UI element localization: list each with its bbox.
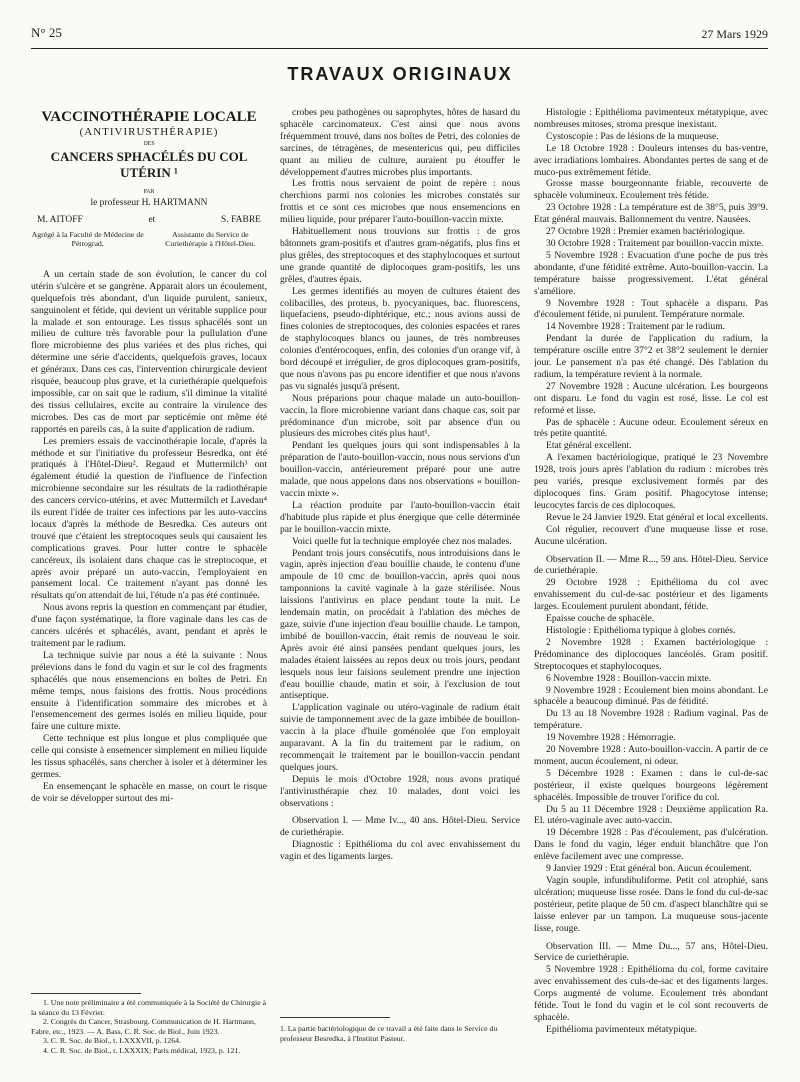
author-fabre: S. FABRE — [221, 215, 261, 225]
footnote: 4. C. R. Soc. de Biol., t. LXXXIX; Paris médical, 1923, p. 121. — [43, 1045, 241, 1055]
paragraph: Les frottis nous servaient de point de repère : nous cherchions parmi nos colonies les microbes constatés sur frottis et ce sont ces microbes que nous ensemencions en milieu liquide, pour préparer l'auto-bouillon-vaccin mixte. — [280, 178, 520, 226]
paragraph: 20 Novembre 1928 : Auto-bouillon-vaccin. A partir de ce moment, aucun écoulement, ni odeur. — [534, 744, 768, 767]
paragraph: crobes peu pathogènes ou saprophytes, hôtes de hasard du sphacèle carcinomateux. C'est ainsi que nous avons fréquemment trouvé, dans nos boîtes de Petri, des colonies de sarcines, de tétragènes, de mesentericus qui, peu difficiles quant au milieu de culture, auraient pu étouffer le développement d'autres microbes plus importants. — [280, 107, 520, 178]
paragraph: Pendant la durée de l'application du radium, la température oscille entre 37°2 et 38°2 seulement le dernier jour. Le pansement n'a pas été changé. Dès l'ablation du radium, la température revient à la normale. — [534, 333, 768, 380]
paragraph: Observation III. — Mme Du..., 57 ans, Hôtel-Dieu. Service de curiethérapie. — [534, 940, 768, 964]
article-title-line2: CANCERS SPHACÉLÉS DU COL UTÉRIN ¹ — [50, 149, 248, 180]
paragraph: Diagnostic : Epithélioma du col avec envahissement du vagin et des ligaments larges. — [280, 839, 520, 863]
paragraph: 9 Janvier 1929 : Etat général bon. Aucun écoulement. — [546, 863, 752, 875]
footnotes-column-1 — [31, 998, 267, 1056]
paragraph: 27 Octobre 1928 : Premier examen bactériologique. — [546, 226, 746, 238]
paragraph: Pendant les quelques jours qui sont indispensables à la préparation de l'auto-bouillon-vaccin, nous nous servions d'un bouillon-vaccin, antérieurement préparé pour une autre malade, que nous appelons dans nos observations « bouillon-vaccin mixte ». — [280, 440, 520, 499]
paragraph: Nous préparions pour chaque malade un auto-bouillon-vaccin, la flore microbienne variant dans chaque cas, soit par prédominance d'un microbe, soit par absence d'un ou plusieurs des microbes cités plus haut¹. — [280, 392, 520, 440]
header-rule — [31, 48, 768, 49]
paragraph: Observation II. — Mme R..., 59 ans. Hôtel-Dieu. Service de curiethérapie. — [534, 553, 768, 577]
paragraph: Revue le 24 Janvier 1929. Etat général et local excellents. — [546, 511, 768, 523]
paragraph: 5 Novembre 1928 : Epithélioma du col, forme cavitaire avec envahissement des culs-de-sac et des ligaments larges. Corps augmenté de volume. Ecoulement très abondant fétide. Tout le fond du vagin et le col sont recouverts de sphacèle. — [534, 964, 768, 1023]
paragraph: L'application vaginale ou utéro-vaginale de radium était suivie de tamponnement avec de la gaze imbibée de bouillon-vaccin à la place d'huile goménolée que l'on employait auparavant. A la fin du traitement par le radium, on recommençait le traitement par le bouillon-vaccin pendant quelques jours. — [280, 702, 520, 773]
paragraph: Pendant trois jours consécutifs, nous introduisions dans le vagin, après injection d'eau bouillie chaude, le contenu d'une ampoule de 10 cmc de bouillon-vaccin, après quoi nous tamponnions la cavité vaginale à la gaze stérilisée. Nous laissions l'antivirus en place pendant toute la nuit. Le lendemain matin, on procédait à l'ablation des mèches de gaze, suivie d'une injection d'eau bouillie chaude. Le tampon, imbibé de bouillon-vaccin, était remis de nouveau le soir. Après avoir été ainsi pansées pendant quelques jours, les malades étaient laissées au repos deux ou trois jours, pendant lesquels nous leur faisions seulement prendre une injection d'eau bouillie chaude, matin et soir, à l'exclusion de tout antiseptique. — [280, 547, 520, 702]
column-3 — [534, 107, 768, 1052]
paragraph: Le 18 Octobre 1928 : Douleurs intenses du bas-ventre, avec irradiations lombaires. Abondantes pertes de sang et de muco-pus extrêmement fétide. — [534, 142, 768, 178]
paragraph: 6 Novembre 1928 : Bouillon-vaccin mixte. — [546, 672, 712, 684]
article-subtitle: (ANTIVIRUSTHÉRAPIE) — [79, 126, 219, 138]
authors-row — [31, 215, 267, 227]
paragraph: Cystoscopie : Pas de lésions de la muqueuse. — [546, 130, 719, 142]
section-title: TRAVAUX ORIGINAUX — [287, 64, 513, 84]
paragraph: 27 Novembre 1928 : Aucune ulcération. Les bourgeons ont disparu. Le fond du vagin est rosé, lisse. Le col est reformé et lisse. — [534, 380, 768, 416]
column-2 — [280, 107, 520, 1052]
footnote: 1. Une note préliminaire a été communiquée à la Société de Chirurgie à la séance du 13 Février. — [31, 998, 267, 1017]
paragraph: La réaction produite par l'auto-bouillon-vaccin était d'habitude plus rapide et plus énergique que celle déterminée par le bouillon-vaccin mixte. — [280, 499, 520, 535]
paragraph: 9 Novembre 1928 : Tout sphacèle a disparu. Pas d'écoulement fétide, ni purulent. Température normale. — [534, 297, 768, 321]
article-byline: le professeur H. HARTMANN — [90, 198, 208, 208]
article-par: PAR — [143, 189, 155, 195]
paragraph: 23 Octobre 1928 : La température est de 38°5, puis 39°9. Etat général mauvais. Ballonnement du ventre. Nausées. — [534, 202, 768, 226]
paragraph: Observation I. — Mme Iv..., 40 ans. Hôtel-Dieu. Service de curiethérapie. — [280, 815, 520, 839]
footnote-rule — [31, 993, 141, 994]
author-conjunction: et — [148, 215, 156, 225]
affiliation-aitoff: Agrégé à la Faculté de Médecine de Pétrograd, — [31, 229, 144, 249]
column-1-body — [31, 269, 267, 805]
paragraph: Histologie : Epithélioma typique à globes cornés. — [546, 624, 736, 636]
paragraph: Les germes identifiés au moyen de cultures étaient des colibacilles, des proteus, b. pyocyaniques, bac. fluorescens, liquefaciens, pseudo-diphtérique, etc.; nous avions aussi de fines colonies de streptocoques, des colonies espacées et rares de staphylocoques blancs ou jaunes, de très nombreuses colonies d'entérocoques, enfin, des colonies d'un orange vif, à bord découpé et irrégulier, de gros diplocoques gram-positifs, que nous n'avons pas pu encore identifier et que nous n'avons pas vu signalés jusqu'à présent. — [280, 285, 520, 392]
paragraph: 5 Novembre 1928 : Evacuation d'une poche de pus très abondante, d'une fétidité extrême. Auto-bouillon-vaccin. La température baisse progressivement. L'état général s'améliore. — [534, 249, 768, 297]
issue-date: 27 Mars 1929 — [701, 27, 768, 41]
paragraph: 14 Novembre 1928 : Traitement par le radium. — [546, 321, 726, 333]
paragraph: 29 Octobre 1928 : Epithélioma du col avec envahissement du cul-de-sac postérieur et des ligaments larges. Ecoulement purulent abondant, fétide. — [534, 577, 768, 613]
paragraph: 30 Octobre 1928 : Traitement par bouillon-vaccin mixte. — [546, 237, 764, 249]
paragraph: En ensemençant le sphacèle en masse, on court le risque de voir se développer surtout des mi- — [31, 780, 267, 804]
article-des: DES — [143, 141, 155, 147]
paragraph: Grosse masse bourgeonnante friable, recouverte de sphacèle volumineux. Ecoulement très fétide. — [534, 178, 768, 202]
paragraph: A l'examen bactériologique, pratiqué le 23 Novembre 1928, trois jours après l'ablation du radium : microbes très peu variés, presque exclusivement formés par des diplocoques fins. Gram positif. Phagocytose intense; leucocytes farcis de ces diplocoques. — [534, 452, 768, 511]
column-1 — [31, 105, 267, 1050]
footnote-rule-2 — [280, 1017, 390, 1018]
author-aitoff: M. AITOFF — [37, 215, 83, 225]
paragraph: 19 Décembre 1928 : Pas d'écoulement, pas d'ulcération. Dans le fond du vagin, léger enduit blanchâtre que l'on enlève facilement avec une compresse. — [534, 827, 768, 863]
paragraph: La technique suivie par nous a été la suivante : Nous prélevions dans le fond du vagin et sur le col des fragments sphacélés que nous ensemencions en boîtes de Petri. En même temps, nous faisions des frottis. Nous procédions ensuite à l'identification sommaire des microbes et à l'ensemencement des germes isolés en milieu liquide, pour faire une culture mixte. — [31, 649, 267, 733]
paragraph: 9 Novembre 1928 : Ecoulement bien moins abondant. Le sphacèle a beaucoup diminué. Pas de fétidité. — [534, 684, 768, 708]
paragraph: Vagin souple, infundibuliforme. Petit col atrophié, sans ulcération; muqueuse lisse rosée. Dans le fond du cul-de-sac postérieur, petite plaque de 50 cm. d'aspect blanchâtre qui se laisse enlever par un tampon. La muqueuse sous-jacente lisse, rouge. — [534, 875, 768, 934]
affiliations-row — [31, 230, 267, 249]
paragraph: Voici quelle fut la technique employée chez nos malades. — [292, 535, 512, 547]
article-title: VACCINOTHÉRAPIE LOCALE — [41, 109, 257, 125]
paragraph: Pas de sphacèle : Aucune odeur. Ecoulement séreux en très petite quantité. — [534, 416, 768, 440]
paragraph: 2 Novembre 1928 : Examen bactériologique : Prédominance des diplocoques lancéolés. Gram positif. Streptocoques et staphylocoques. — [534, 636, 768, 672]
paragraph: 19 Novembre 1928 : Hémorragie. — [546, 732, 676, 744]
paragraph: Cette technique est plus longue et plus compliquée que celle qui consiste à ensemencer simplement en milieu liquide les tissus sphacélés, sans chercher à isoler et à déterminer les germes. — [31, 733, 267, 780]
issue-number: N° 25 — [31, 25, 62, 40]
paragraph: Du 5 au 11 Décembre 1928 : Deuxième application Ra. El. utéro-vaginale avec auto-vaccin. — [534, 803, 768, 827]
paragraph: Epithélioma pavimenteux métatypique. — [546, 1023, 698, 1035]
paragraph: A un certain stade de son évolution, le cancer du col utérin s'ulcère et se gangrène. Apparait alors un écoulement, quelquefois très abondant, d'un liquide purulent, sanieux, sanguinolent et fétide, qui devient un véritable supplice pour la malade et son entourage. Les tissus sphacélés sont un milieu de culture très favorable pour la pullulation d'une flore microbienne des plus variées et des plus riches, qui détermine une série d'accidents, quelquefois graves, locaux et généraux. Dans ces cas, l'intervention chirurgicale devient risquée, beaucoup plus grave, et la curiethérapie quelquefois impossible, car on sait que le radium, s'il diminue la vitalité des tissus cellulaires, excite au contraire la virulence des microbes. Des cas de mort par septicémie ont même été rapportés en pareils cas, à la suite d'application de radium. — [31, 268, 267, 435]
paragraph: Etat général excellent. — [546, 440, 632, 452]
paragraph: Epaisse couche de sphacèle. — [546, 613, 655, 625]
paragraph: Nous avons repris la question en commençant par étudier, d'une façon systématique, la flore vaginale dans les cas de cancers ulcérés et sphacélés, avant, pendant et après le traitement par le radium. — [31, 602, 267, 649]
paragraph: Du 13 au 18 Novembre 1928 : Radium vaginal. Pas de température. — [534, 708, 768, 732]
paragraph: 5 Décembre 1928 : Examen : dans le cul-de-sac postérieur, il existe quelques bourgeons légèrement sphacélés. Impossible de trouver l'orifice du col. — [534, 767, 768, 803]
affiliation-fabre: Assistante du Service de Curiethérapie à l'Hôtel-Dieu. — [165, 229, 256, 249]
paragraph: Les premiers essais de vaccinothérapie locale, d'après la méthode et sur l'initiative du professeur Besredka, ont été pratiqués à l'Hôtel-Dieu². Regaud et Muttermilch³ ont également étudié la question de l'influence de l'infection microbienne secondaire sur les résultats de la radiothérapie des cancers cervico-utérins, et avec Muttermilch et Lavedan⁴ ils eurent l'idée de traiter ces infections par les auto-vaccins locaux d'après la méthode de Besredka. Ces auteurs ont trouvé que c'étaient les streptocoques seuls qui causaient les complications graves. Pour lutter contre le sphacèle cancéreux, ils isolaient dans chaque cas le streptocoque, et après avoir préparé un auto-vaccin, l'employaient en pansement local. Ce traitement n'ayant pas donné les résultats qu'on attendait de lui, l'étude n'a pas été continuée. — [31, 435, 267, 602]
paragraph: Col régulier, recouvert d'une muqueuse lisse et rose. Aucune ulcération. — [534, 523, 768, 547]
footnote-column-2: 1. La partie bactériologique de ce travail a été faite dans le Service du professeur Besredka, à l'Institut Pasteur. — [280, 1024, 498, 1043]
footnote: 2. Congrès du Cancer, Strasbourg. Communication de H. Hartmann, Fabre, etc., 1923. — A. Bass, C. R. Soc. de Biol., Juin 1923. — [31, 1017, 256, 1036]
footnote: 3. C. R. Soc. de Biol., t. LXXXVII, p. 1264. — [43, 1036, 181, 1046]
paragraph: Histologie : Epithélioma pavimenteux métatypique, avec nombreuses mitoses, stroma presque inexistant. — [534, 107, 768, 130]
paragraph: Depuis le mois d'Octobre 1928, nous avons pratiqué l'antivirusthérapie chez 10 malades, dont voici les observations : — [280, 773, 520, 809]
paragraph: Habituellement nous trouvions sur frottis : de gros bâtonnets gram-positifs et d'autres gram-négatifs, plus fins et plus grêles, des streptocoques et des staphylocoques et surtout une grande quantité de diplocoques gram-positifs, les uns grêles, d'autres épais. — [280, 226, 520, 285]
